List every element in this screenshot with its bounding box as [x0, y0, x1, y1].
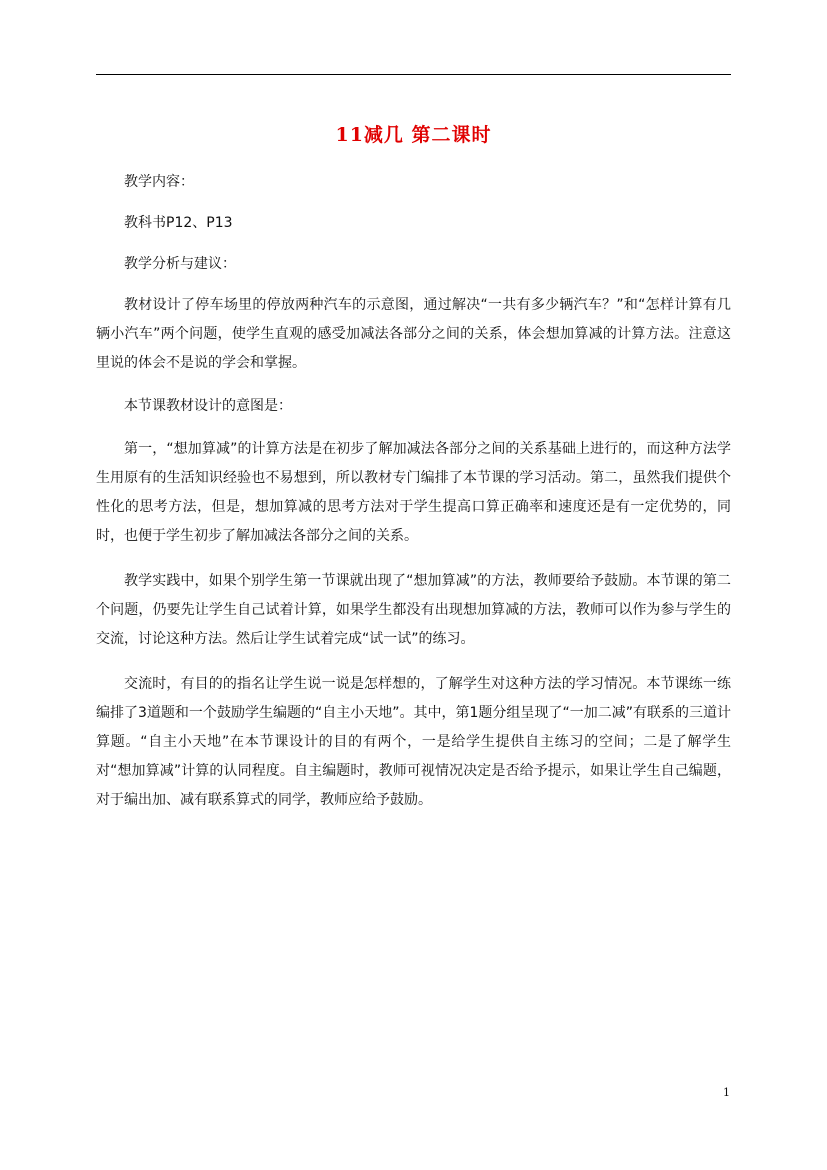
- page-title: 11减几 第二课时: [335, 124, 492, 146]
- paragraph-design-intent-heading: 本节课教材设计的意图是：: [124, 398, 292, 414]
- paragraph-teaching-practice: 教学实践中，如果个别学生第一节课就出现了“想加算减”的方法，教师要给予鼓励。本节课的第二个问题，仍要先让学生自己试着计算，如果学生都没有出现想加算减的方法，教师可以作为参与学生的交流，讨论这种方法。然后让学生试着完成“试一试”的练习。: [96, 573, 731, 647]
- paragraph-exchange: 交流时，有目的的指名让学生说一说是怎样想的，了解学生对这种方法的学习情况。本节课练一练编排了3道题和一个鼓励学生编题的“自主小天地”。其中，第1题分组呈现了“一加二减”有联系的三道计算题。“自主小天地”在本节课设计的目的有两个，一是给学生提供自主练习的空间；二是了解学生对“想加算减”计算的认同程度。自主编题时，教师可视情况决定是否给予提示，如果让学生自己编题，对于编出加、减有联系算式的同学，教师应给予鼓励。: [96, 676, 731, 808]
- header-rule: [96, 74, 731, 75]
- paragraph-textbook-design: 教材设计了停车场里的停放两种汽车的示意图，通过解决“一共有多少辆汽车？”和“怎样计算有几辆小汽车”两个问题，使学生直观的感受加减法各部分之间的关系，体会想加算减的计算方法。注意这里说的体会不是说的学会和掌握。: [96, 297, 731, 371]
- paragraph-teaching-content-heading: 教学内容：: [124, 174, 194, 190]
- paragraph-textbook-pages: 教科书P12、P13: [124, 215, 233, 231]
- page-number: 1: [723, 1086, 730, 1099]
- document-body: [96, 168, 731, 815]
- paragraph-analysis-heading: 教学分析与建议：: [124, 256, 236, 272]
- paragraph-first-second-points: 第一，“想加算减”的计算方法是在初步了解加减法各部分之间的关系基础上进行的，而这种方法学生用原有的生活知识经验也不易想到，所以教材专门编排了本节课的学习活动。第二，虽然我们提供个性化的思考方法，但是，想加算减的思考方法对于学生提高口算正确率和速度还是有一定优势的，同时，也便于学生初步了解加减法各部分之间的关系。: [96, 441, 731, 544]
